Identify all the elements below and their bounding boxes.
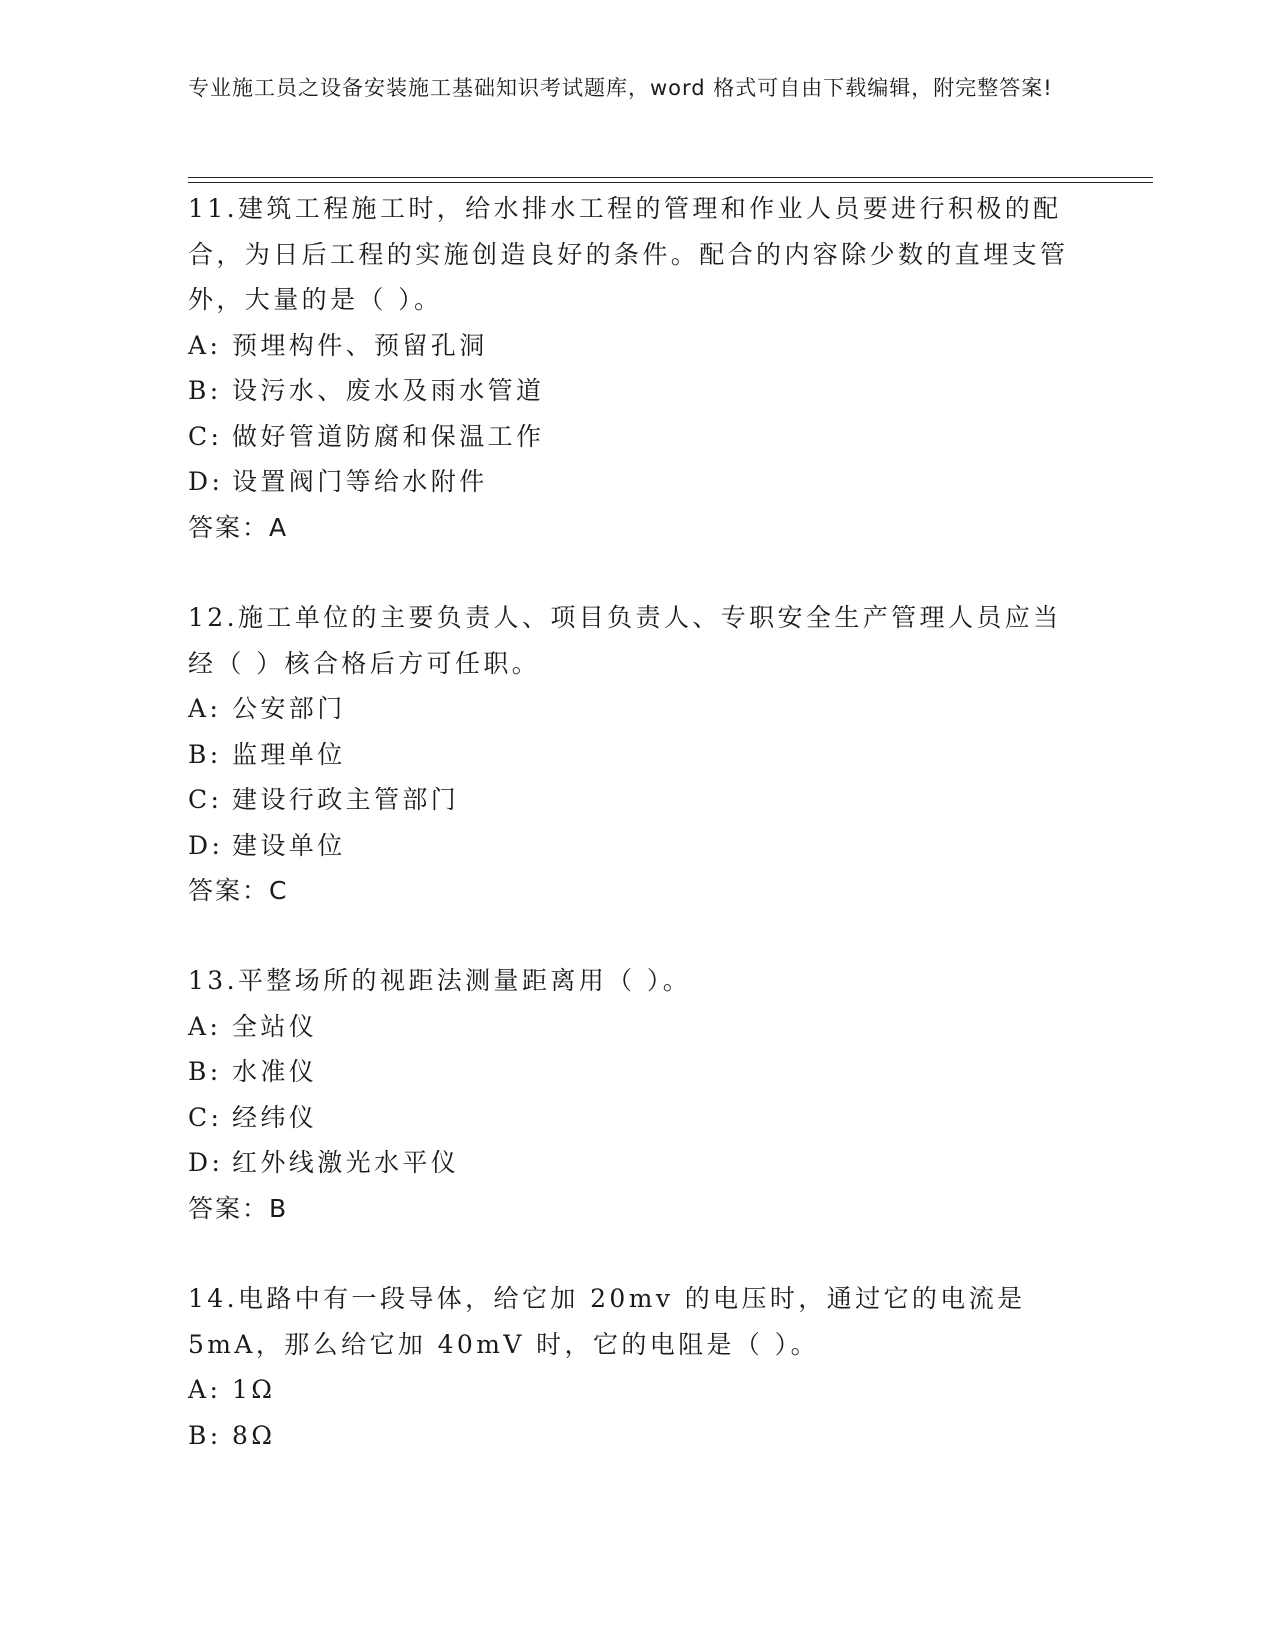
option-text: 公安部门 [232, 694, 346, 723]
option-letter: B: [188, 1420, 222, 1450]
option-text: 8Ω [232, 1420, 276, 1450]
option-letter: B: [188, 1057, 222, 1086]
answer: 答案：B [188, 1193, 289, 1223]
option-text: 水准仪 [232, 1057, 318, 1086]
option-text: 全站仪 [232, 1011, 318, 1041]
option-letter: C: [188, 1102, 223, 1132]
option-letter: A: [188, 330, 222, 360]
document-header [188, 72, 1068, 104]
option-b [188, 1413, 1088, 1459]
option-letter: D: [188, 830, 224, 860]
option-text: 1Ω [232, 1375, 276, 1404]
option-letter: B: [188, 739, 222, 769]
option-c [188, 414, 1088, 460]
document-title: 专业施工员之设备安装施工基础知识考试题库，word 格式可自由下载编辑，附完整答案! [188, 76, 1053, 100]
option-text: 监理单位 [232, 739, 346, 769]
option-d [188, 459, 1088, 505]
option-c [188, 777, 1088, 823]
option-text: 红外线激光水平仪 [232, 1148, 460, 1177]
option-text: 设置阀门等给水附件 [232, 467, 488, 496]
option-b [188, 732, 1088, 778]
option-letter: B: [188, 376, 222, 405]
option-letter: C: [188, 421, 223, 451]
option-d [188, 823, 1088, 869]
option-text: 设污水、废水及雨水管道 [232, 376, 545, 405]
option-b [188, 1049, 1088, 1095]
option-letter: A: [188, 694, 222, 723]
option-text: 经纬仪 [232, 1102, 318, 1132]
option-letter: A: [188, 1011, 222, 1041]
question-14 [188, 1276, 1088, 1458]
answer: 答案：A [188, 512, 289, 542]
question-stem: 14.电路中有一段导体，给它加 20mv 的电压时，通过它的电流是 5mA，那么给它加 40mV 时，它的电阻是（ ）。 [188, 1284, 1026, 1359]
option-letter: D: [188, 1148, 224, 1177]
header-divider-bottom [188, 182, 1153, 183]
question-12 [188, 595, 1088, 914]
option-a [188, 1367, 1088, 1413]
question-stem: 11.建筑工程施工时，给水排水工程的管理和作业人员要进行积极的配合，为日后工程的实施创造良好的条件。配合的内容除少数的直埋支管外，大量的是（ ）。 [188, 194, 1069, 314]
question-stem: 12.施工单位的主要负责人、项目负责人、专职安全生产管理人员应当经（ ）核合格后方可任职。 [188, 603, 1062, 678]
option-letter: D: [188, 467, 224, 496]
option-d [188, 1140, 1088, 1186]
option-a [188, 323, 1088, 369]
question-stem: 13.平整场所的视距法测量距离用（ ）。 [188, 966, 692, 995]
option-text: 建设单位 [232, 830, 346, 860]
option-c [188, 1095, 1088, 1141]
option-a [188, 1004, 1088, 1050]
question-13 [188, 958, 1088, 1231]
option-letter: C: [188, 785, 223, 814]
option-a [188, 686, 1088, 732]
option-text: 做好管道防腐和保温工作 [232, 421, 545, 451]
option-text: 建设行政主管部门 [232, 785, 460, 814]
option-text: 预埋构件、预留孔洞 [232, 330, 488, 360]
question-11 [188, 186, 1088, 550]
header-divider-top [188, 177, 1153, 178]
answer: 答案：C [188, 876, 289, 905]
option-letter: A: [188, 1375, 222, 1404]
option-b [188, 368, 1088, 414]
